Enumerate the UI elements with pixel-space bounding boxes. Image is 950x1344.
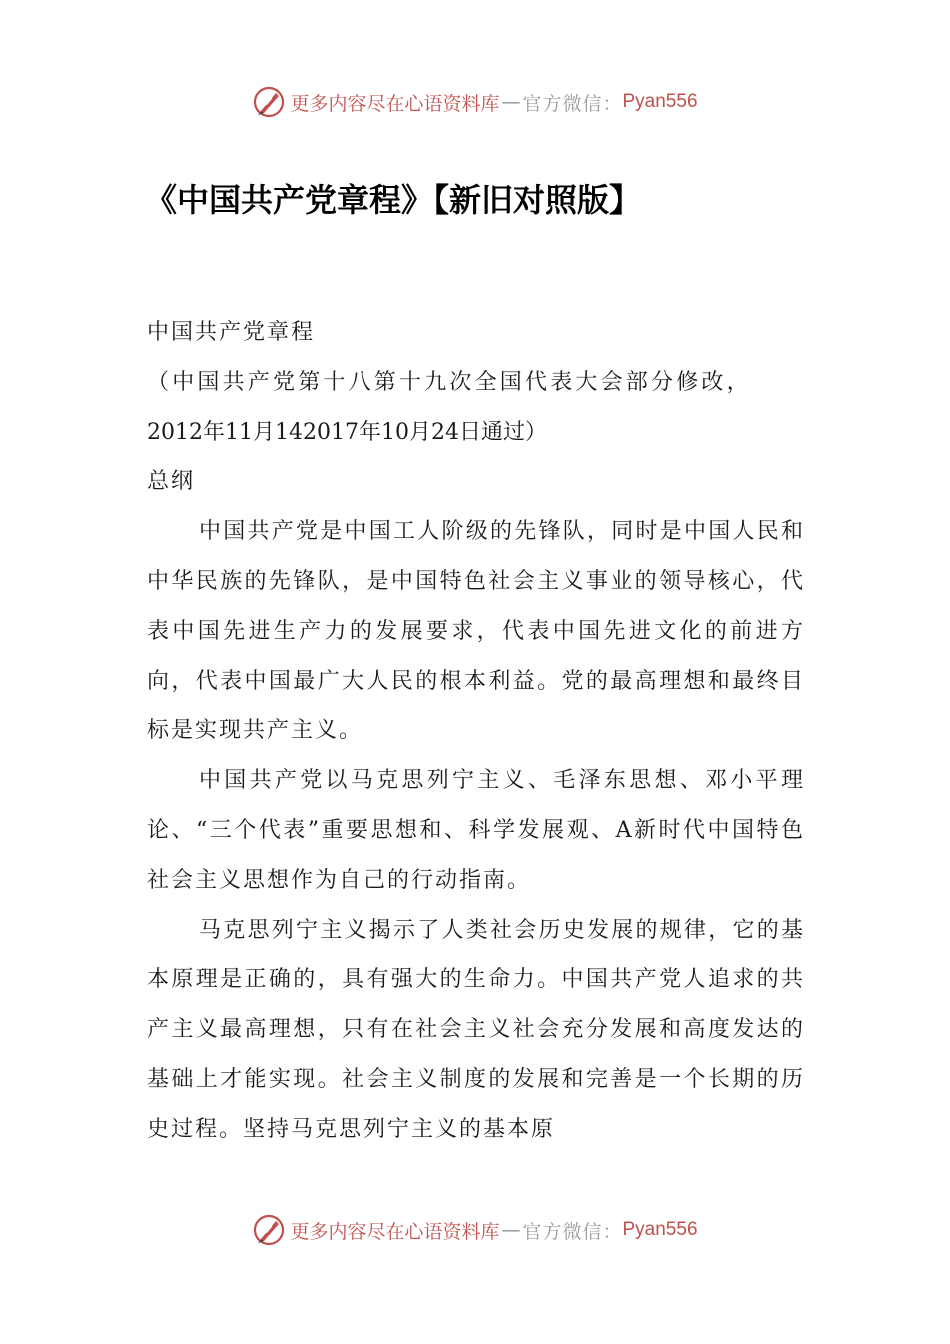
document-subheading: （中国共产党第十八第十九次全国代表大会部分修改， [147,369,752,395]
document-heading: 中国共产党章程 [147,320,316,345]
watermark-brand: 更多内容尽在心语资料库 [290,1220,500,1243]
paragraph: 马克思列宁主义揭示了人类社会历史发展的规律，它的基本原理是正确的，具有强大的生命力。中国共产党人追求的共产主义最高理想，只有在社会主义社会充分发展和高度发达的基础上才能实现。社会主义制度的发展和完善是一个长期的历史过程。坚持马克思列宁主义的基本原 [147,917,805,1142]
document-dates: 2012年11月142017年10月24日通过） [147,419,547,445]
watermark-wechat-id: Pyan556 [622,1219,698,1240]
paragraph: 中国共产党以马克思列宁主义、毛泽东思想、邓小平理论、“三个代表”重要思想和、科学发展观、A新时代中国特色社会主义思想作为自己的行动指南。 [147,768,805,893]
watermark-dash: — [501,1219,521,1241]
watermark-brand: 更多内容尽在心语资料库 [290,92,500,115]
footer-watermark [0,1210,950,1250]
watermark-dash: — [501,91,521,113]
section-title: 总纲 [147,469,196,495]
document-title: 《中国共产党章程》【新旧对照版】 [145,181,642,219]
document-body [147,308,805,1155]
quill-pen-circle-icon [252,1213,286,1247]
header-watermark [0,82,950,122]
watermark-official-label: 官方微信： [522,1220,623,1243]
watermark-official-label: 官方微信： [522,92,623,115]
paragraph: 中国共产党是中国工人阶级的先锋队，同时是中国人民和中华民族的先锋队，是中国特色社会主义事业的领导核心，代表中国先进生产力的发展要求，代表中国先进文化的前进方向，代表中国最广大人民的根本利益。党的最高理想和最终目标是实现共产主义。 [147,519,805,744]
watermark-wechat-id: Pyan556 [622,91,698,112]
quill-pen-circle-icon [252,85,286,119]
